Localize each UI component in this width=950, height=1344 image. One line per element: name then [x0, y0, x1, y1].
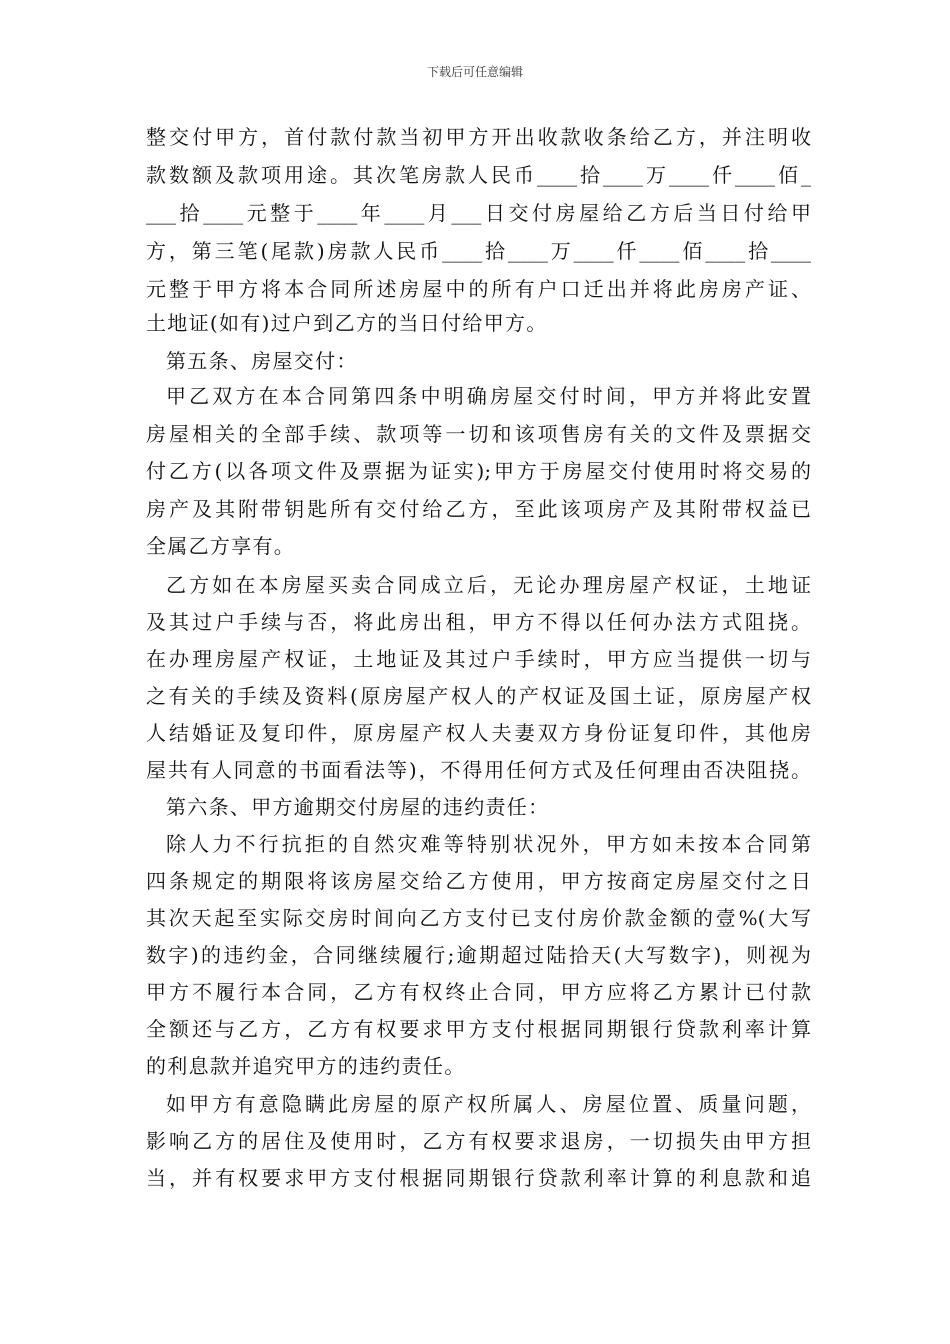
- text-line: 全额还与乙方，乙方有权要求甲方支付根据同期银行贷款利率计算: [146, 1017, 811, 1041]
- text-line: 影响乙方的居住及使用时，乙方有权要求退房，一切损失由甲方担: [146, 1129, 811, 1153]
- text-line: 当，并有权要求甲方支付根据同期银行贷款利率计算的利息款和追: [146, 1166, 811, 1190]
- section-heading: 第六条、甲方逾期交付房屋的违约责任：: [166, 795, 550, 819]
- text-line: 的利息款并追究甲方的违约责任。: [146, 1054, 466, 1078]
- text-line: 屋共有人同意的书面看法等)，不得用任何方式及任何理由否决阻挠。: [146, 758, 811, 782]
- text-line: 元整于甲方将本合同所述房屋中的所有户口迁出并将此房房产证、: [146, 277, 811, 301]
- text-line: 数字)的违约金，合同继续履行;逾期超过陆拾天(大写数字)，则视为: [146, 943, 811, 967]
- text-line: 房产及其附带钥匙所有交付给乙方，至此该项房产及其附带权益已: [146, 497, 811, 521]
- text-line: 甲乙双方在本合同第四条中明确房屋交付时间，甲方并将此安置: [166, 384, 811, 408]
- text-line: 房屋相关的全部手续、款项等一切和该项售房有关的文件及票据交: [146, 422, 811, 446]
- text-line: 全属乙方享有。: [146, 534, 296, 558]
- text-line: 及其过户手续与否，将此房出租，甲方不得以任何办法方式阻挠。: [146, 610, 811, 634]
- text-line: 除人力不行抗拒的自然灾难等特别状况外，甲方如未按本合同第: [166, 832, 811, 856]
- text-line: 乙方如在本房屋买卖合同成立后，无论办理房屋产权证，土地证: [166, 573, 811, 597]
- text-line: 土地证(如有)过户到乙方的当日付给甲方。: [146, 311, 548, 335]
- text-line: 在办理房屋产权证，土地证及其过户手续时，甲方应当提供一切与: [146, 647, 811, 671]
- text-line: 甲方不履行本合同，乙方有权终止合同，甲方应将乙方累计已付款: [146, 980, 811, 1004]
- text-line: 整交付甲方，首付款付款当初甲方开出收款收条给乙方，并注明收: [146, 125, 811, 149]
- text-line: 之有关的手续及资料(原房屋产权人的产权证及国土证，原房屋产权: [146, 684, 811, 708]
- page-header: 下载后可任意编辑: [426, 65, 523, 79]
- section-heading: 第五条、房屋交付：: [166, 349, 358, 373]
- text-line: 方，第三笔(尾款)房款人民币____拾____万____仟____佰____拾____: [146, 239, 811, 263]
- text-line: ___拾____元整于____年____月___日交付房屋给乙方后当日付给甲: [146, 201, 811, 225]
- text-line: 如甲方有意隐瞒此房屋的原产权所属人、房屋位置、质量问题，: [166, 1092, 811, 1116]
- text-line: 其次天起至实际交房时间向乙方支付已支付房价款金额的壹%(大写: [146, 906, 811, 930]
- text-line: 四条规定的期限将该房屋交给乙方使用，甲方按商定房屋交付之日: [146, 869, 811, 893]
- text-line: 款数额及款项用途。其次笔房款人民币____拾____万____仟____佰_: [146, 163, 811, 187]
- text-line: 付乙方(以各项文件及票据为证实);甲方于房屋交付使用时将交易的: [146, 459, 811, 483]
- text-line: 人结婚证及复印件，原房屋产权人夫妻双方身份证复印件，其他房: [146, 721, 811, 745]
